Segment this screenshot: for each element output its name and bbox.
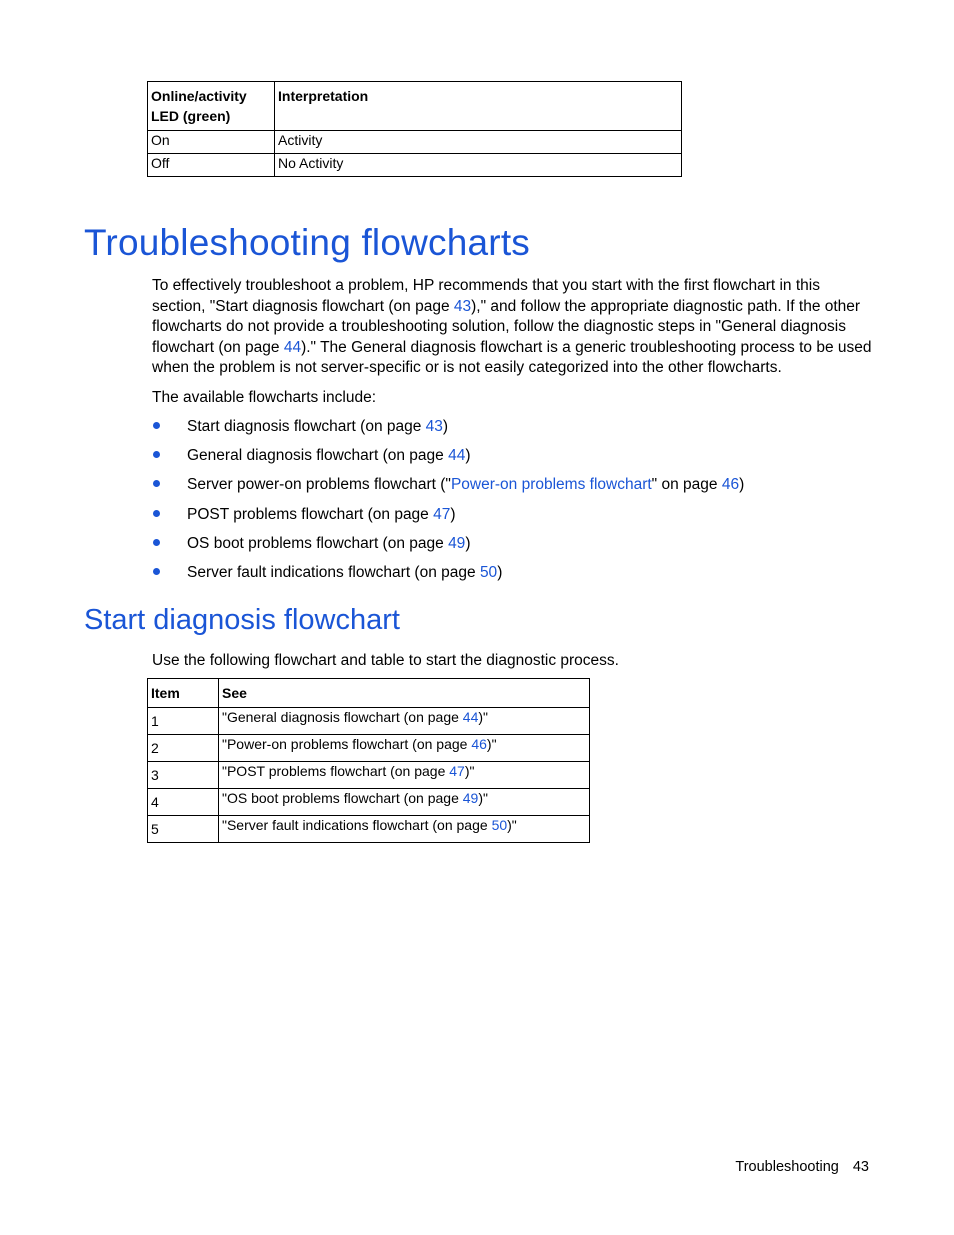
intro-text: )." The General diagnosis flowchart is a generic troubleshooting process to be used when the problem is not server-specific or is not easily categorized into the other flowcharts. (152, 338, 872, 376)
bullet-icon (153, 480, 160, 487)
section-title: Troubleshooting flowcharts (84, 222, 531, 263)
table-row (148, 789, 590, 816)
table-row (148, 154, 682, 177)
table-header-cell: Interpretation (275, 82, 682, 131)
table-row (148, 131, 682, 154)
bullet-icon (153, 539, 160, 546)
list-item (152, 475, 744, 504)
cell-text: "POST problems flowchart (on page (222, 763, 450, 779)
list-item-text: Server fault indications flowchart (on page (187, 563, 480, 581)
page-link[interactable]: 49 (462, 790, 479, 806)
subsection-title: Start diagnosis flowchart (84, 604, 400, 636)
page-link[interactable]: 44 (283, 338, 302, 356)
cell-text: "Power-on problems flowchart (on page (222, 736, 472, 752)
table-header-cell: Item (148, 679, 219, 708)
table-cell-item: 4 (148, 789, 219, 816)
page-link[interactable]: 46 (721, 476, 740, 494)
list-item-text: ) (450, 505, 456, 523)
available-flowcharts-label: The available flowcharts include: (152, 389, 377, 406)
table-header-cell: Online/activity LED (green) (148, 82, 275, 131)
list-item (152, 505, 744, 534)
list-item-text: ) (739, 476, 745, 494)
table-cell: Off (148, 154, 275, 177)
table-cell: On (148, 131, 275, 154)
flowchart-link[interactable]: Power-on problems flowchart (450, 476, 652, 494)
subsection-intro: Use the following flowchart and table to start the diagnostic process. (152, 652, 619, 669)
cell-text: "General diagnosis flowchart (on page (222, 709, 463, 725)
cell-text: )" (507, 817, 517, 833)
table-header-cell: See (219, 679, 590, 708)
list-item (152, 417, 744, 446)
page-footer (735, 1159, 869, 1175)
flowchart-list (152, 417, 744, 592)
list-item-text: Start diagnosis flowchart (on page (187, 418, 426, 435)
table-cell-see (219, 816, 590, 843)
table-cell-see (219, 789, 590, 816)
table-header-row (148, 679, 590, 708)
list-item-text: ) (442, 418, 449, 435)
cell-text: )" (478, 790, 488, 806)
list-item (152, 446, 744, 475)
page-link[interactable]: 44 (448, 447, 466, 465)
page-link[interactable]: 44 (462, 709, 479, 725)
table-cell-item: 2 (148, 735, 219, 762)
list-item-text: OS boot problems flowchart (on page (187, 534, 449, 552)
bullet-icon (153, 451, 160, 458)
table-cell-item: 3 (148, 762, 219, 789)
intro-paragraph (152, 276, 874, 379)
page-link[interactable]: 49 (448, 534, 466, 552)
page-link[interactable]: 46 (471, 736, 487, 752)
table-cell-item: 5 (148, 816, 219, 843)
item-see-table (147, 678, 590, 843)
cell-text: "OS boot problems flowchart (on page (222, 790, 463, 806)
led-interpretation-table (147, 81, 682, 177)
cell-text: "Server fault indications flowchart (on page (222, 817, 492, 833)
table-cell-see (219, 762, 590, 789)
list-item-text: ) (497, 563, 503, 581)
table-cell-see (219, 708, 590, 735)
bullet-icon (153, 510, 160, 517)
list-item (152, 563, 744, 592)
cell-text: )" (486, 736, 497, 752)
table-header-row (148, 82, 682, 131)
intro-text: )," and follow the appropriate diagnostic path. If the other flowcharts do not provide a troubleshooting solution, follow the diagnostic steps in "General diagnosis flowchart (on page (152, 297, 861, 356)
cell-text: )" (464, 763, 475, 779)
bullet-icon (153, 422, 160, 429)
table-row (148, 708, 590, 735)
page-link[interactable]: 43 (425, 418, 443, 435)
table-cell-see (219, 735, 590, 762)
list-item-text: ) (465, 447, 471, 465)
table-cell: Activity (275, 131, 682, 154)
cell-text: )" (478, 709, 488, 725)
table-row (148, 816, 590, 843)
list-item-text: " on page (651, 476, 722, 494)
list-item-text: Server power-on problems flowchart (" (187, 476, 451, 494)
page-link[interactable]: 50 (479, 563, 498, 581)
page-link[interactable]: 43 (453, 297, 472, 315)
table-cell-item: 1 (148, 708, 219, 735)
page-link[interactable]: 47 (449, 763, 465, 779)
page-link[interactable]: 47 (433, 505, 451, 523)
page-link[interactable]: 50 (491, 817, 508, 833)
footer-page-number: 43 (852, 1159, 869, 1175)
table-row (148, 762, 590, 789)
list-item-text: General diagnosis flowchart (on page (187, 447, 449, 465)
list-item-text: POST problems flowchart (on page (187, 505, 434, 523)
intro-text: To effectively troubleshoot a problem, HP recommends that you start with the first flowchart in this section, "Start diagnosis flowchart (on page (152, 277, 820, 315)
table-cell: No Activity (275, 154, 682, 177)
table-row (148, 735, 590, 762)
bullet-icon (153, 568, 160, 575)
list-item (152, 534, 744, 563)
list-item-text: ) (465, 534, 471, 552)
footer-section-name: Troubleshooting (735, 1159, 839, 1175)
